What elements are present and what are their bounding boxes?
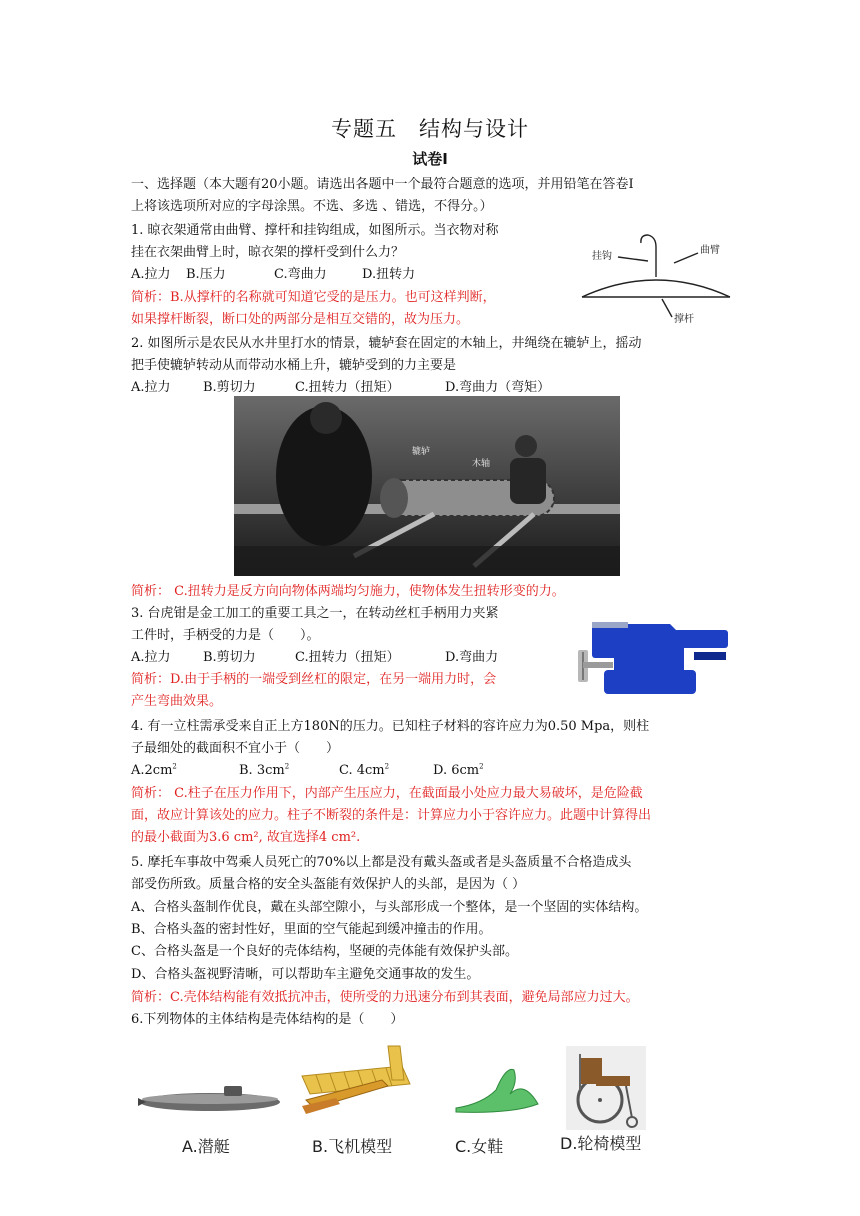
q5-choice-a: A、合格头盔制作优良，戴在头部空隙小，与头部形成一个整体，是一个坚固的实体结构。 xyxy=(131,900,648,915)
q3-analysis-line-2: 产生弯曲效果。 xyxy=(131,694,223,709)
q3-options xyxy=(131,648,498,668)
q3-stem-line-1: 3. 台虎钳是金工加工的重要工具之一，在转动丝杠手柄用力夹紧 xyxy=(131,606,499,621)
q1-stem-line-2: 挂在衣架曲臂上时，晾衣架的撑杆受到什么力？ xyxy=(131,245,405,260)
q2-stem-line-2: 把手使辘轳转动从而带动水桶上升，辘轳受到的力主要是 xyxy=(131,358,457,373)
submarine-figure xyxy=(132,1080,282,1120)
q4-options xyxy=(131,761,484,781)
hanger-hook-shape xyxy=(641,235,656,277)
q4-analysis-line-3: 的最小截面为3.6 cm², 故宜选择4 cm². xyxy=(131,830,361,845)
page-title: 专题五 结构与设计 xyxy=(331,117,529,141)
q2-option-b: B.剪切力 xyxy=(203,380,256,395)
section-intro-line-1: 一、选择题（本大题有20小题。请选出各题中一个最符合题意的选项，并用铅笔在答卷Ⅰ xyxy=(131,177,634,192)
q2-option-c: C.扭转力（扭矩） xyxy=(295,380,400,395)
q1-analysis-line-1: 简析：B.从撑杆的名称就可知道它受的是压力。也可这样判断， xyxy=(131,290,496,305)
section-intro-line-2: 上将该选项所对应的字母涂黑。不选、多选 、错选，不得分。） xyxy=(131,199,493,214)
q5-choice-b: B、合格头盔的密封性好，里面的空气能起到缓冲撞击的作用。 xyxy=(131,922,492,937)
q5-choice-d: D、合格头盔视野清晰，可以帮助车主避免交通事故的发生。 xyxy=(131,967,480,982)
q1-option-d: D.扭转力 xyxy=(362,267,416,282)
q4-option-b: B. $3cm^2$ xyxy=(239,762,290,778)
q3-option-b: B.剪切力 xyxy=(203,650,256,665)
q1-option-c: C.弯曲力 xyxy=(274,267,327,282)
q6-stem: 6.下列物体的主体结构是壳体结构的是（ ） xyxy=(131,1012,404,1027)
q4-analysis-line-1: 简析： C.柱子在压力作用下，内部产生压应力，在截面最小处应力最大易破坏，是危险截 xyxy=(131,786,643,801)
windlass-label: 辘轳 xyxy=(412,447,431,457)
caption-wheelchair-model: D.轮椅模型 xyxy=(560,1134,642,1153)
bench-vise-figure xyxy=(574,608,734,700)
shoe-figure xyxy=(452,1060,542,1120)
caption-submarine: A.潜艇 xyxy=(182,1137,230,1156)
q3-option-a: A.拉力 xyxy=(131,650,171,665)
q5-stem-line-2: 部受伤所致。质量合格的安全头盔能有效保护人的头部，是因为（ ） xyxy=(131,877,526,892)
q4-stem-line-2: 子最细处的截面积不宜小于（ ） xyxy=(131,741,340,756)
windlass-photo xyxy=(234,396,620,576)
hanger-label-arm: 曲臂 xyxy=(700,245,720,256)
q3-option-d: D.弯曲力 xyxy=(445,650,499,665)
q1-options xyxy=(131,265,415,285)
q4-analysis-line-2: 面，故应计算该处的应力。柱子不断裂的条件是：计算应力小于容许应力。此题中计算得出 xyxy=(131,808,652,823)
q2-stem-line-1: 2. 如图所示是农民从水井里打水的情景，辘轳套在固定的木轴上，井绳绕在辘轳上，摇动 xyxy=(131,336,642,351)
hanger-label-rod: 撑杆 xyxy=(674,314,694,325)
q2-option-d: D.弯曲力（弯矩） xyxy=(445,380,551,395)
q4-stem-line-1: 4. 有一立柱需承受来自正上方180N的压力。已知柱子材料的容许应力为0.50 Mpa，则柱 xyxy=(131,719,650,734)
hanger-figure xyxy=(578,225,736,325)
airplane-model-figure xyxy=(296,1044,436,1124)
hanger-arm-shape xyxy=(582,280,730,297)
q2-analysis: 简析： C.扭转力是反方向向物体两端均匀施力，使物体发生扭转形变的力。 xyxy=(131,584,565,599)
caption-airplane-model: B.飞机模型 xyxy=(312,1137,393,1156)
q3-stem-line-2: 工件时，手柄受的力是（ ）。 xyxy=(131,628,320,643)
caption-shoe: C.女鞋 xyxy=(455,1137,504,1156)
q2-options xyxy=(131,378,550,398)
wheelchair-figure xyxy=(566,1046,646,1130)
q1-stem-line-1: 1. 晾衣架通常由曲臂、撑杆和挂钩组成，如图所示。当衣物对称 xyxy=(131,223,499,238)
axle-label: 木轴 xyxy=(472,459,491,469)
q5-stem-line-1: 5. 摩托车事故中驾乘人员死亡的70%以上都是没有戴头盔或者是头盔质量不合格造成头 xyxy=(131,855,632,870)
q2-option-a: A.拉力 xyxy=(131,380,171,395)
q4-option-a: $A.2cm^2$ xyxy=(131,762,177,778)
hanger-label-hook: 挂钩 xyxy=(592,251,612,262)
q1-option-b: B.压力 xyxy=(186,267,226,282)
q4-option-d: D. $6cm^2$ xyxy=(433,762,484,778)
q1-analysis-line-2: 如果撑杆断裂，断口处的两部分是相互交错的，故为压力。 xyxy=(131,312,470,327)
q3-option-c: C.扭转力（扭矩） xyxy=(295,650,400,665)
q3-analysis-line-1: 简析：D.由于手柄的一端受到丝杠的限定，在另一端用力时，会 xyxy=(131,672,497,687)
q5-analysis: 简析：C.壳体结构能有效抵抗冲击，使所受的力迅速分布到其表面，避免局部应力过大。 xyxy=(131,990,639,1005)
q5-choice-c: C、合格头盔是一个良好的壳体结构，坚硬的壳体能有效保护头部。 xyxy=(131,944,518,959)
q4-option-c: C. $4cm^2$ xyxy=(339,762,390,778)
q1-option-a: A.拉力 xyxy=(131,267,171,282)
paper-subtitle: 试卷Ⅰ xyxy=(412,150,448,168)
